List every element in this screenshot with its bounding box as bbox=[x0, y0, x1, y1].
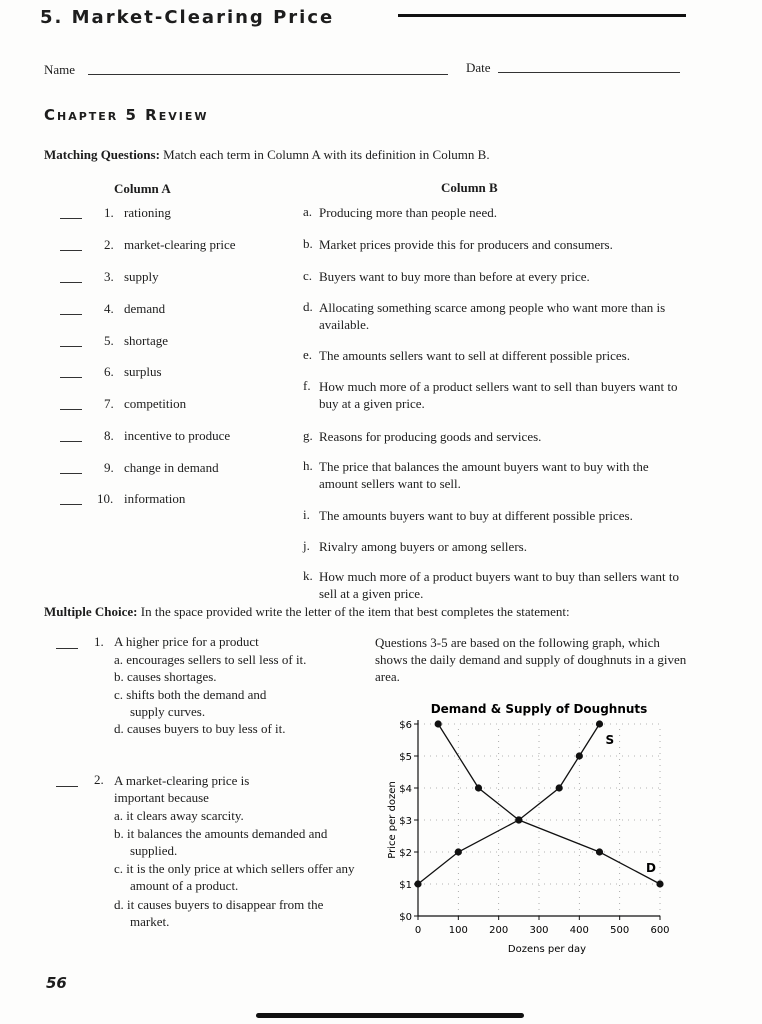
column-b-definition: The amounts sellers want to sell at different possible prices. bbox=[319, 348, 630, 363]
column-a-term: market-clearing price bbox=[124, 237, 236, 252]
column-b-letter: f. bbox=[303, 378, 311, 393]
x-tick-label: 600 bbox=[650, 925, 670, 936]
x-tick-label: 0 bbox=[414, 925, 422, 936]
series-line-S bbox=[418, 724, 600, 884]
q2-stem: A market-clearing price is important because bbox=[114, 773, 250, 805]
graph-note: Questions 3-5 are based on the following graph, which shows the daily demand and supply of doughnuts in a given area. bbox=[375, 635, 687, 684]
q1-option-a: a. encourages sellers to sell less of it. bbox=[114, 652, 307, 667]
column-b-definition: Allocating something scarce among people who want more than is available. bbox=[319, 300, 666, 332]
column-b-definition: How much more of a product buyers want to buy than sellers want to sell at a given price. bbox=[319, 569, 679, 601]
y-tick-label: $5 bbox=[399, 752, 412, 763]
matching-answer-blank-2[interactable] bbox=[60, 250, 82, 251]
y-tick-label: $2 bbox=[399, 848, 412, 859]
column-b-definition: Producing more than people need. bbox=[319, 205, 497, 220]
column-b-letter: c. bbox=[303, 268, 313, 283]
column-a-term: shortage bbox=[124, 333, 169, 348]
column-b-letter: a. bbox=[303, 204, 313, 219]
q1-option-c-text: c. shifts both the demand and supply curves. bbox=[114, 687, 267, 719]
y-tick-label: $6 bbox=[399, 720, 412, 731]
worksheet-title: 5. Market-Clearing Price bbox=[40, 7, 335, 28]
mc-instructions bbox=[44, 604, 570, 620]
column-a-number: 10. bbox=[97, 491, 114, 506]
column-b-definition: How much more of a product sellers want to sell than buyers want to buy at a given price. bbox=[319, 379, 678, 411]
q2-option-c-text: c. it is the only price at which sellers offer any amount of a product. bbox=[114, 861, 355, 893]
column-a-term: incentive to produce bbox=[124, 428, 231, 443]
matching-answer-blank-7[interactable] bbox=[60, 409, 82, 410]
data-point-D bbox=[656, 880, 663, 887]
y-tick-label: $3 bbox=[399, 816, 412, 827]
mc-label: Multiple Choice: bbox=[44, 604, 138, 619]
page-number: 56 bbox=[46, 974, 67, 992]
column-b-definition: The price that balances the amount buyers want to buy with the amount sellers want to sell. bbox=[319, 459, 649, 491]
data-point-S bbox=[596, 720, 603, 727]
q1-answer-blank[interactable] bbox=[56, 648, 78, 649]
data-point-S bbox=[515, 816, 522, 823]
q1-number: 1. bbox=[94, 634, 104, 649]
x-tick-label: 200 bbox=[489, 925, 509, 936]
x-axis-label: Dozens per day bbox=[507, 944, 587, 955]
column-a-term: demand bbox=[124, 301, 166, 316]
q1-option-d: d. causes buyers to buy less of it. bbox=[114, 721, 286, 736]
series-label-D: D bbox=[646, 861, 656, 875]
matching-instructions bbox=[44, 147, 490, 163]
data-point-D bbox=[475, 784, 482, 791]
q2-answer-blank[interactable] bbox=[56, 786, 78, 787]
q1-stem: A higher price for a product bbox=[114, 634, 259, 649]
q2-option-d-text: d. it causes buyers to disappear from the market. bbox=[114, 897, 324, 929]
column-a-number: 6. bbox=[104, 364, 114, 379]
q2-option-d bbox=[114, 896, 339, 930]
chart-title: Demand & Supply of Doughnuts bbox=[430, 702, 648, 716]
x-tick-label: 400 bbox=[569, 925, 589, 936]
matching-answer-blank-6[interactable] bbox=[60, 377, 82, 378]
mc-text: In the space provided write the letter of the item that best completes the statement: bbox=[140, 604, 570, 619]
column-a-number: 5. bbox=[104, 333, 114, 348]
title-rule bbox=[398, 14, 686, 17]
column-b-letter: e. bbox=[303, 347, 313, 362]
q2-number: 2. bbox=[94, 772, 104, 787]
column-a-term: supply bbox=[124, 269, 159, 284]
column-a-number: 9. bbox=[104, 460, 114, 475]
matching-answer-blank-3[interactable] bbox=[60, 282, 82, 283]
supply-demand-chart bbox=[380, 696, 670, 956]
series-label-S: S bbox=[605, 733, 615, 747]
matching-answer-blank-5[interactable] bbox=[60, 346, 82, 347]
data-point-S bbox=[556, 784, 563, 791]
column-a-term: change in demand bbox=[124, 460, 219, 475]
matching-label: Matching Questions: bbox=[44, 147, 160, 162]
column-b-header: Column B bbox=[441, 180, 498, 195]
data-point-S bbox=[576, 752, 583, 759]
column-a-number: 8. bbox=[104, 428, 114, 443]
column-a-term: competition bbox=[124, 396, 187, 411]
home-indicator[interactable] bbox=[256, 1013, 524, 1018]
series-line-D bbox=[438, 724, 660, 884]
q1-option-c bbox=[114, 686, 299, 720]
matching-answer-blank-9[interactable] bbox=[60, 473, 82, 474]
matching-answer-blank-1[interactable] bbox=[60, 218, 82, 219]
column-b-letter: j. bbox=[303, 538, 310, 553]
matching-answer-blank-8[interactable] bbox=[60, 441, 82, 442]
q2-option-c bbox=[114, 860, 364, 894]
column-a-header: Column A bbox=[114, 181, 171, 196]
column-a-number: 2. bbox=[104, 237, 114, 252]
column-b-letter: i. bbox=[303, 507, 310, 522]
column-a-number: 1. bbox=[104, 205, 114, 220]
column-b-definition: Market prices provide this for producers and consumers. bbox=[319, 237, 613, 252]
column-b-letter: h. bbox=[303, 458, 313, 473]
column-b-definition: The amounts buyers want to buy at different possible prices. bbox=[319, 508, 633, 523]
data-point-S bbox=[414, 880, 421, 887]
x-tick-label: 300 bbox=[529, 925, 549, 936]
matching-answer-blank-10[interactable] bbox=[60, 504, 82, 505]
column-b-definition: Buyers want to buy more than before at every price. bbox=[319, 269, 590, 284]
q2-option-b-text: b. it balances the amounts demanded and supplied. bbox=[114, 826, 328, 858]
x-tick-label: 500 bbox=[610, 925, 630, 936]
y-axis-label: Price per dozen bbox=[387, 781, 398, 859]
q2-option-a: a. it clears away scarcity. bbox=[114, 808, 244, 823]
name-field[interactable] bbox=[88, 74, 448, 75]
q1-option-b: b. causes shortages. bbox=[114, 669, 217, 684]
column-b-letter: g. bbox=[303, 428, 313, 443]
matching-text: Match each term in Column A with its definition in Column B. bbox=[163, 147, 490, 162]
date-label: Date bbox=[466, 60, 491, 75]
column-b-definition: Rivalry among buyers or among sellers. bbox=[319, 539, 527, 554]
data-point-S bbox=[455, 848, 462, 855]
chapter-heading: Chapter 5 Review bbox=[44, 106, 209, 124]
data-point-D bbox=[435, 720, 442, 727]
y-tick-label: $4 bbox=[399, 784, 412, 795]
column-a-number: 7. bbox=[104, 396, 114, 411]
name-label: Name bbox=[44, 62, 76, 77]
column-a-number: 3. bbox=[104, 269, 114, 284]
date-field[interactable] bbox=[498, 72, 680, 73]
x-tick-label: 100 bbox=[448, 925, 468, 936]
y-tick-label: $0 bbox=[399, 912, 412, 923]
column-a-term: rationing bbox=[124, 205, 171, 220]
column-a-term: information bbox=[124, 491, 186, 506]
column-b-letter: d. bbox=[303, 299, 313, 314]
data-point-D bbox=[596, 848, 603, 855]
column-a-number: 4. bbox=[104, 301, 114, 316]
matching-answer-blank-4[interactable] bbox=[60, 314, 82, 315]
column-b-definition: Reasons for producing goods and services. bbox=[319, 429, 542, 444]
q2-option-b bbox=[114, 825, 344, 859]
column-b-letter: b. bbox=[303, 236, 313, 251]
y-tick-label: $1 bbox=[399, 880, 412, 891]
column-a-term: surplus bbox=[124, 364, 162, 379]
column-b-letter: k. bbox=[303, 568, 313, 583]
